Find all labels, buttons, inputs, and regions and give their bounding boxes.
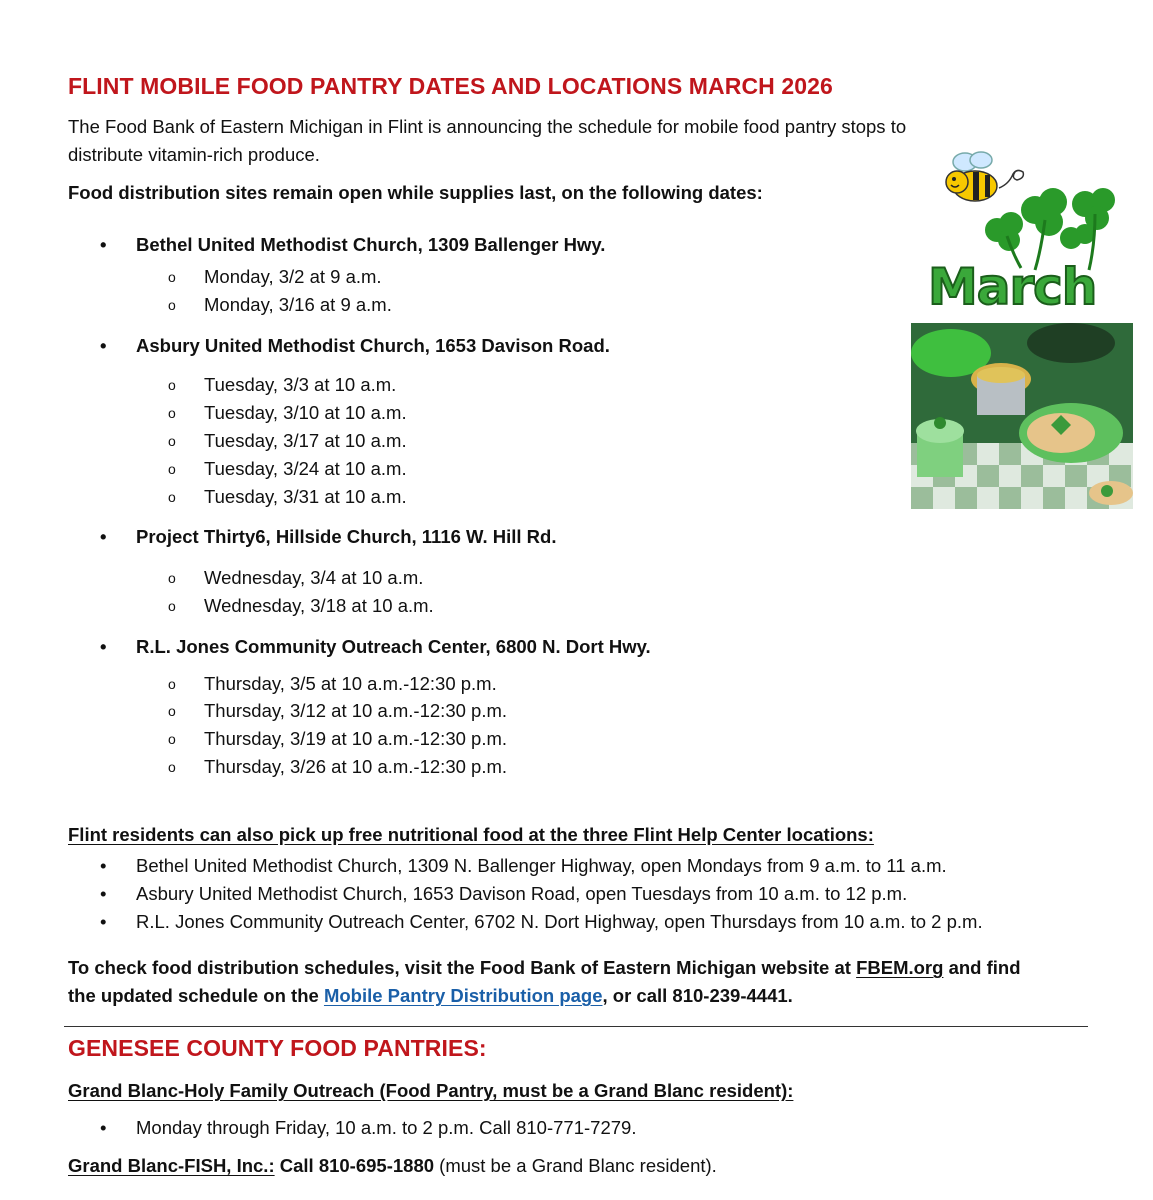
bullet-icon: • xyxy=(100,883,107,904)
fish-name: Grand Blanc-FISH, Inc.: xyxy=(68,1155,275,1176)
section-divider xyxy=(64,1026,1088,1027)
sub-bullet-icon: o xyxy=(168,297,176,313)
sub-bullet-icon: o xyxy=(168,377,176,393)
bullet-icon: • xyxy=(100,636,107,657)
site-name: Bethel United Methodist Church, 1309 Ballenger Hwy. xyxy=(136,234,606,255)
sub-bullet-icon: o xyxy=(168,489,176,505)
sub-bullet-icon: o xyxy=(168,703,176,719)
sub-bullet-icon: o xyxy=(168,405,176,421)
intro-line-1: The Food Bank of Eastern Michigan in Flint is announcing the schedule for mobile food pantry stops to xyxy=(68,116,907,137)
holy-family-heading: Grand Blanc-Holy Family Outreach (Food Pantry, must be a Grand Blanc resident): xyxy=(68,1080,794,1101)
site-name: Project Thirty6, Hillside Church, 1116 W. Hill Rd. xyxy=(136,526,557,547)
site-name: Asbury United Methodist Church, 1653 Davison Road. xyxy=(136,335,610,356)
sub-bullet-icon: o xyxy=(168,461,176,477)
intro-line-2: distribute vitamin-rich produce. xyxy=(68,144,320,165)
sub-bullet-icon: o xyxy=(168,269,176,285)
bullet-icon: • xyxy=(100,526,107,547)
site-name: R.L. Jones Community Outreach Center, 6800 N. Dort Hwy. xyxy=(136,636,651,657)
sub-bullet-icon: o xyxy=(168,676,176,692)
bullet-icon: • xyxy=(100,911,107,932)
st-patricks-party-photo xyxy=(911,323,1133,509)
sub-bullet-icon: o xyxy=(168,598,176,614)
march-word-art: March xyxy=(928,258,1097,316)
fish-phone: Call 810-695-1880 xyxy=(274,1155,435,1176)
sub-bullet-icon: o xyxy=(168,570,176,586)
bullet-icon: • xyxy=(100,855,107,876)
sub-bullet-icon: o xyxy=(168,731,176,747)
bullet-icon: • xyxy=(100,1117,107,1138)
mobile-pantry-link[interactable]: Mobile Pantry Distribution page xyxy=(323,985,603,1006)
sub-bullet-icon: o xyxy=(168,759,176,775)
help-center-heading: Flint residents can also pick up free nutritional food at the three Flint Help Center locations: xyxy=(68,824,874,845)
genesee-heading: GENESEE COUNTY FOOD PANTRIES: xyxy=(68,1035,487,1061)
sub-bullet-icon: o xyxy=(168,433,176,449)
check-schedule-text: To check food distribution schedules, visit the Food Bank of Eastern Michigan website at FBEM.org and find the updated schedule on the Mobile Pantry Distribution page, or call 810-239-4441. xyxy=(68,957,1021,1006)
fish-line: Grand Blanc-FISH, Inc.: Call 810-695-1880 (must be a Grand Blanc resident). xyxy=(68,1155,717,1176)
bullet-icon: • xyxy=(100,335,107,356)
bullet-icon: • xyxy=(100,234,107,255)
page-title: FLINT MOBILE FOOD PANTRY DATES AND LOCATIONS MARCH 2026 xyxy=(68,73,833,99)
fbem-link[interactable]: FBEM.org xyxy=(856,957,944,978)
open-note: Food distribution sites remain open while supplies last, on the following dates: xyxy=(68,182,763,203)
